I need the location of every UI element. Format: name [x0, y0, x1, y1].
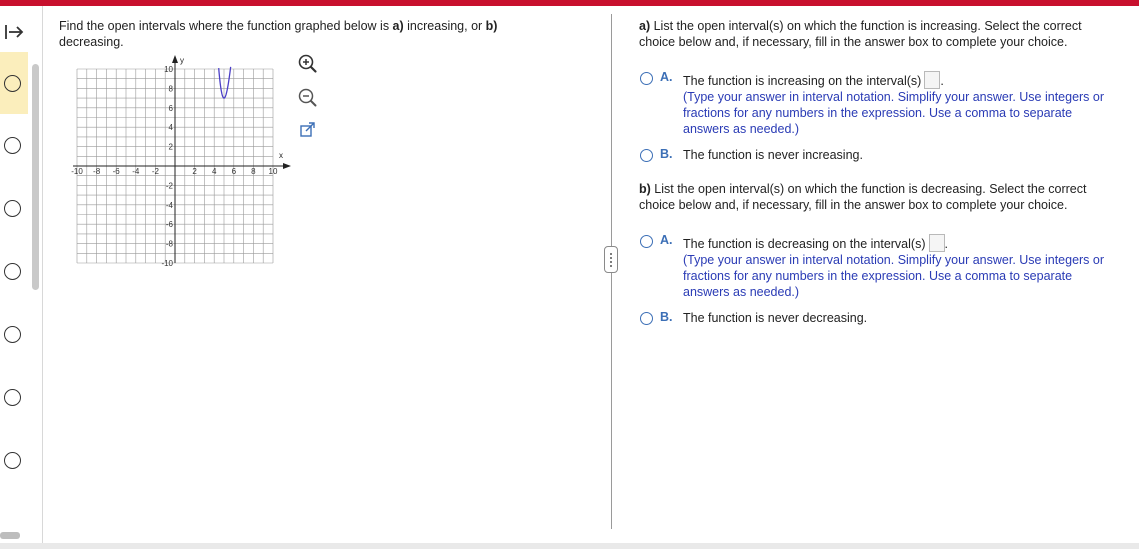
x-tick-label: 10 [268, 167, 278, 176]
radio-button[interactable] [640, 149, 653, 162]
choice-letter: B. [660, 310, 673, 324]
divider-drag-handle[interactable] [604, 246, 618, 273]
question-nav-item[interactable] [0, 303, 28, 365]
y-tick-label: -4 [165, 200, 173, 210]
question-status-circle-icon [4, 263, 21, 280]
choice-suffix: . [940, 74, 944, 88]
x-tick-label: 8 [251, 167, 256, 176]
question-a-label: a) [392, 19, 404, 33]
choice-letter: A. [660, 233, 673, 247]
answer-input[interactable] [924, 71, 940, 89]
choice-text: The function is never increasing. [683, 148, 863, 162]
x-tick-label: 2 [192, 167, 197, 176]
answer-hint: (Type your answer in interval notation. Simplify your answer. Use integers or fractions for any numbers in the expression. Use a comma to separate answers as needed.) [683, 253, 1105, 299]
zoom-in-icon[interactable] [296, 52, 318, 74]
question-navigator [0, 6, 43, 543]
radio-button[interactable] [640, 235, 653, 248]
question-nav-item[interactable] [0, 429, 28, 491]
question-nav-item[interactable] [0, 177, 28, 239]
question-status-circle-icon [4, 452, 21, 469]
y-tick-label: 4 [168, 123, 173, 133]
x-axis-arrow [283, 163, 291, 169]
navigator-bottom-scrollbar[interactable] [0, 532, 20, 539]
x-tick-label: -4 [132, 167, 140, 176]
question-prompt [59, 18, 529, 50]
choice-suffix: . [944, 237, 948, 251]
question-nav-item[interactable] [0, 114, 28, 176]
x-tick-label: -6 [112, 167, 120, 176]
y-tick-label: -10 [161, 259, 173, 268]
function-curve [219, 67, 231, 98]
question-status-circle-icon [4, 137, 21, 154]
answer-hint: (Type your answer in interval notation. Simplify your answer. Use integers or fractions for any numbers in the expression. Use a comma to separate answers as needed.) [683, 90, 1105, 136]
y-tick-label: 6 [168, 103, 173, 113]
question-status-circle-icon [4, 389, 21, 406]
y-tick-label: -2 [165, 181, 173, 191]
top-brand-bar [0, 0, 1139, 6]
part-b-prompt [639, 181, 1114, 213]
choice-a-text: The function is increasing on the interval(s) [683, 74, 922, 88]
question-text-2: increasing, or [403, 19, 486, 33]
x-tick-label: 6 [231, 167, 237, 176]
external-link-icon[interactable] [296, 119, 318, 141]
zoom-out-icon[interactable] [296, 86, 318, 108]
x-tick-label: -2 [151, 167, 159, 176]
question-text-3: decreasing. [59, 35, 124, 49]
question-text-1: Find the open intervals where the function graphed below is [59, 19, 393, 33]
x-tick-label: -10 [71, 167, 83, 176]
part-a-prompt [639, 18, 1114, 50]
x-axis-label: x [279, 151, 283, 160]
y-axis-label: y [180, 56, 184, 65]
choice-letter: A. [660, 70, 673, 84]
question-nav-item[interactable] [0, 240, 28, 302]
choice-letter: B. [660, 147, 673, 161]
expand-panel-icon[interactable] [4, 22, 24, 42]
question-status-circle-icon [4, 326, 21, 343]
navigator-scrollbar[interactable] [32, 64, 39, 290]
y-tick-label: 10 [164, 65, 173, 74]
question-nav-item[interactable] [0, 52, 28, 114]
y-tick-label: 2 [168, 142, 173, 152]
x-tick-label: -8 [93, 167, 101, 176]
y-tick-label: 8 [168, 84, 173, 94]
choice-text: The function is never decreasing. [683, 311, 868, 325]
x-tick-label: 4 [211, 167, 217, 176]
part-b-prompt-text: List the open interval(s) on which the function is decreasing. Select the correct choice below and, if necessary, fill in the answer box to complete your choice. [639, 182, 1087, 212]
choice-a-text: The function is decreasing on the interval(s) [683, 237, 926, 251]
answer-input[interactable] [929, 234, 945, 252]
choice-text [683, 234, 948, 252]
choice-text [683, 71, 944, 89]
part-b-label: b) [639, 182, 651, 196]
bottom-bar [0, 543, 1139, 549]
question-b-label: b) [485, 19, 498, 33]
y-tick-label: -8 [165, 239, 173, 249]
question-nav-item[interactable] [0, 366, 28, 428]
question-status-circle-icon [4, 200, 21, 217]
part-a-label: a) [639, 19, 651, 33]
radio-button[interactable] [640, 312, 653, 325]
part-a-prompt-text: List the open interval(s) on which the function is increasing. Select the correct choice below and, if necessary, fill in the answer box to complete your choice. [639, 19, 1082, 49]
y-tick-label: -6 [165, 220, 173, 230]
y-axis-arrow [172, 55, 178, 63]
question-status-circle-icon [4, 75, 21, 92]
function-graph [64, 55, 294, 270]
radio-button[interactable] [640, 72, 653, 85]
